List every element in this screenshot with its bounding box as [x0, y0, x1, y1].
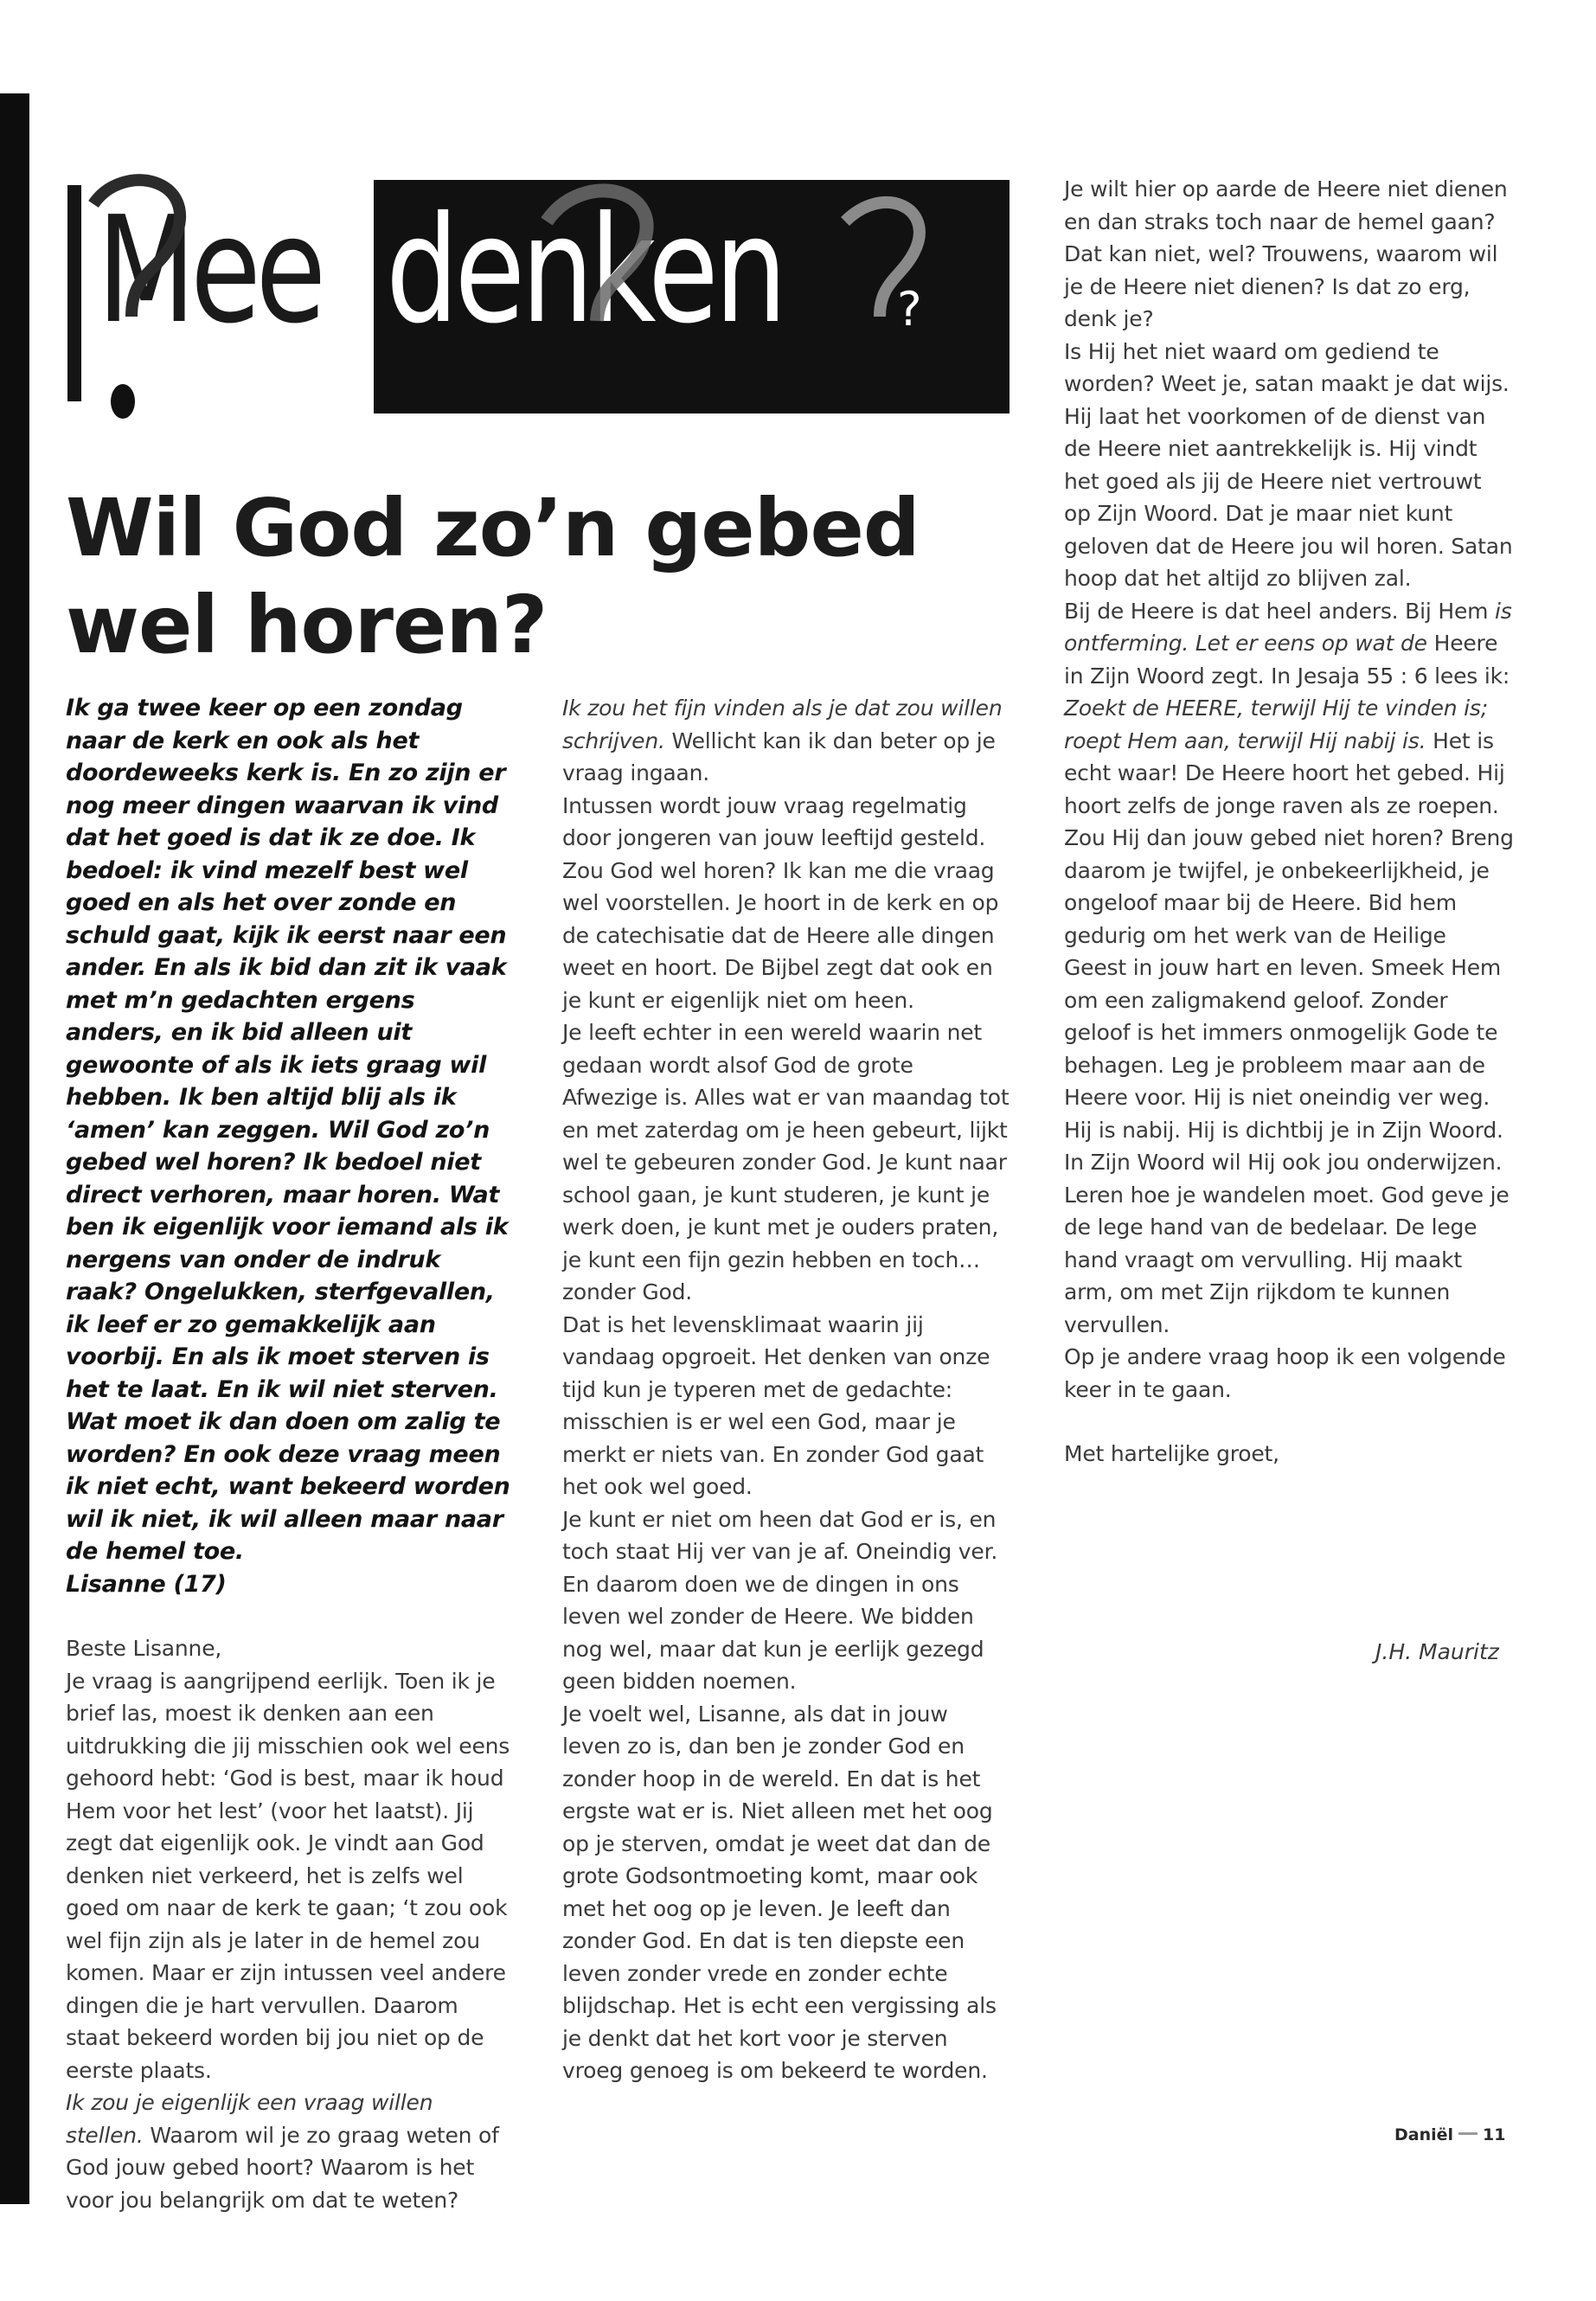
column-1: [66, 692, 516, 2216]
answer-paragraph-9: Is Hij het niet waard om gediend te worden? Weet je, satan maakt je dat wijs. Hij laat het voorkomen of de dienst van de Heere niet aantrekkelijk is. Hij vindt het goed als jij de Heere niet vertrouwt op Zijn Woord. Dat je maar niet kunt geloven dat de Heere jou wil horen. Satan hoop dat het altijd zo blijven zal.: [1064, 338, 1513, 591]
answer-paragraph-10: [1064, 595, 1514, 1342]
p10-part-c: Heere in Zijn Woord zegt. In Jesaja 55 : 6 lees ik:: [1064, 631, 1510, 689]
svg-text:?: ?: [897, 282, 922, 336]
salutation: Beste Lisanne,: [66, 1636, 222, 1661]
answer-paragraph-7: Je voelt wel, Lisanne, als dat in jouw leven zo is, dan ben je zonder God en zonder hoop in de wereld. En dat is het ergste wat er is. Niet alleen met het oog op je sterven, omdat je weet dat dan de grote Godsontmoeting komt, maar ook met het oog op je leven. Je leeft dan zonder God. En dat is ten diepste een leven zonder vrede en zonder echte blijdschap. Het is echt een vergissing als je denkt dat het kort voor je sterven vroeg genoeg is om bekeerd te worden.: [562, 1701, 997, 2083]
answer-paragraph-2-rest: Waarom wil je zo graag weten of God jouw gebed hoort? Waarom is het voor jou belangrijk om dat te weten?: [66, 2122, 499, 2213]
answer-paragraph-2-tail: Wellicht kan ik dan beter op je vraag ingaan.: [562, 727, 996, 785]
page-number: 11: [1483, 2125, 1506, 2144]
p10-part-a: Bij de Heere is dat heel anders. Bij Hem: [1064, 598, 1496, 624]
answer-paragraph-2-italic-end: Ik zou het fijn vinden als je dat zou willen schrijven.: [562, 695, 1003, 753]
answer-paragraph-2: [66, 2086, 516, 2216]
logo-word-mee: Mee: [97, 185, 321, 356]
answer-paragraph-11: Op je andere vraag hoop ik een volgende keer in te gaan.: [1064, 1344, 1506, 1402]
publication-name: Daniël: [1394, 2125, 1454, 2144]
article-headline: Wil God zo’n gebed wel horen?: [66, 482, 920, 671]
logo-word-denken: denken: [386, 185, 784, 356]
column-2: [562, 692, 1012, 2087]
answer-paragraph-2-continued: [562, 692, 1012, 790]
closing: Met hartelijke groet,: [1064, 1441, 1279, 1466]
answer-paragraph-6: Je kunt er niet om heen dat God er is, en toch staat Hij ver van je af. Oneindig ver. En daarom doen we de dingen in ons leven wel zonder de Heere. We bidden nog wel, maar dat kun je eerlijk gezegd geen bidden noemen.: [562, 1506, 998, 1694]
p10-part-b: is ontferming. Let er eens op wat de: [1064, 598, 1512, 656]
p10-part-d: Zoekt de HEERE, terwijl Hij te vinden is; roept Hem aan, terwijl Hij nabij is.: [1064, 695, 1488, 753]
p10-part-e: Het is echt waar! De Heere hoort het gebed. Hij hoort zelfs de jonge raven als ze roepen. Zou Hij dan jouw gebed niet horen? Breng daarom je twijfel, je onbekeerlijkheid, je ongeloof maar bij de Heere. Bid hem gedurig om het werk van de Heilige Geest in jouw hart en leven. Smeek Hem om een zaligmakend geloof. Zonder geloof is het immers onmogelijk Gode te behagen. Leg je probleem maar aan de Heere voor. Hij is niet oneindig ver weg. Hij is nabij. Hij is dichtbij je in Zijn Woord. In Zijn Woord wil Hij ook jou onderwijzen. Leren hoe je wandelen moet. God geve je de lege hand van de bedelaar. De lege hand vraagt om vervulling. Hij maakt arm, om met Zijn rijkdom te kunnen vervullen.: [1064, 727, 1514, 1337]
answer-paragraph-3: Intussen wordt jouw vraag regelmatig door jongeren van jouw leeftijd gesteld. Zou God wel horen? Ik kan me die vraag wel voorstellen. Je hoort in de kerk en op de catechisatie dat de Heere alle dingen weet en hoort. De Bijbel zegt dat ook en je kunt er eigenlijk niet om heen.: [562, 792, 999, 1013]
footer-dash: [1458, 2132, 1477, 2135]
reader-question-text: Ik ga twee keer op een zondag naar de kerk en ook als het doordeweeks kerk is. En zo zijn er nog meer dingen waarvan ik vind dat het goed is dat ik ze doe. Ik bedoel: ik vind mezelf best wel goed en als het over zonde en schuld gaat, kijk ik eerst naar een ander. En als ik bid dan zit ik vaak met m’n gedachten ergens anders, en ik bid alleen uit gewoonte of als ik iets graag wil hebben. Ik ben altijd blij als ik ‘amen’ kan zeggen. Wil God zo’n gebed wel horen? Ik bedoel niet direct verhoren, maar horen. Wat ben ik eigenlijk voor iemand als ik nergens van onder de indruk raak? Ongelukken, sterfgevallen, ik leef er zo gemakkelijk aan voorbij. En als ik moet sterven is het te laat. En ik wil niet sterven. Wat moet ik dan doen om zalig te worden? En ook deze vraag meen ik niet echt, want bekeerd worden wil ik niet, ik wil alleen maar naar de hemel toe.: [66, 695, 510, 1565]
answer-paragraph-1: Je vraag is aangrijpend eerlijk. Toen ik je brief las, moest ik denken aan een uitdrukking die jij misschien ook wel eens gehoord hebt: ‘God is best, maar ik houd Hem voor het lest’ (voor het laatst). Jij zegt dat eigenlijk ook. Je vindt aan God denken niet verkeerd, het is zelfs wel goed om naar de kerk te gaan; ‘t zou ook wel fijn zijn als je later in de hemel zou komen. Maar er zijn intussen veel andere dingen die je hart vervullen. Daarom staat bekeerd worden bij jou niet op de eerste plaats.: [66, 1668, 510, 2083]
answer-paragraph-2-italic: Ik zou je eigenlijk een vraag willen stellen.: [66, 2090, 433, 2148]
column-3: [1064, 173, 1514, 1471]
page-footer: [1394, 2125, 1505, 2144]
reader-signature: Lisanne (17): [66, 1570, 227, 1598]
answer-paragraph-4: Je leeft echter in een wereld waarin net gedaan wordt alsof God de grote Afwezige is. Alles wat er van maandag tot en met zaterdag om je heen gebeurt, lijkt wel te gebeuren zonder God. Je kunt naar school gaan, je kunt studeren, je kunt je werk doen, je kunt met je ouders praten, je kunt een fijn gezin hebben en toch… zonder God.: [562, 1020, 1010, 1304]
answer-paragraph-8: Je wilt hier op aarde de Heere niet dienen en dan straks toch naar de hemel gaan? Dat kan niet, wel? Trouwens, waarom wil je de Heere niet dienen? Is dat zo erg, denk je?: [1064, 176, 1508, 331]
author-signature: J.H. Mauritz: [1375, 1639, 1499, 1664]
question-mark-icon: [62, 170, 945, 420]
reader-question: [66, 692, 516, 1600]
section-logo: [62, 170, 945, 420]
answer-paragraph-5: Dat is het levensklimaat waarin jij vandaag opgroeit. Het denken van onze tijd kun je typeren met de gedachte: misschien is er wel een God, maar je merkt er niets van. En zonder God gaat het ook wel goed.: [562, 1311, 990, 1499]
binding-edge: [0, 93, 29, 2204]
